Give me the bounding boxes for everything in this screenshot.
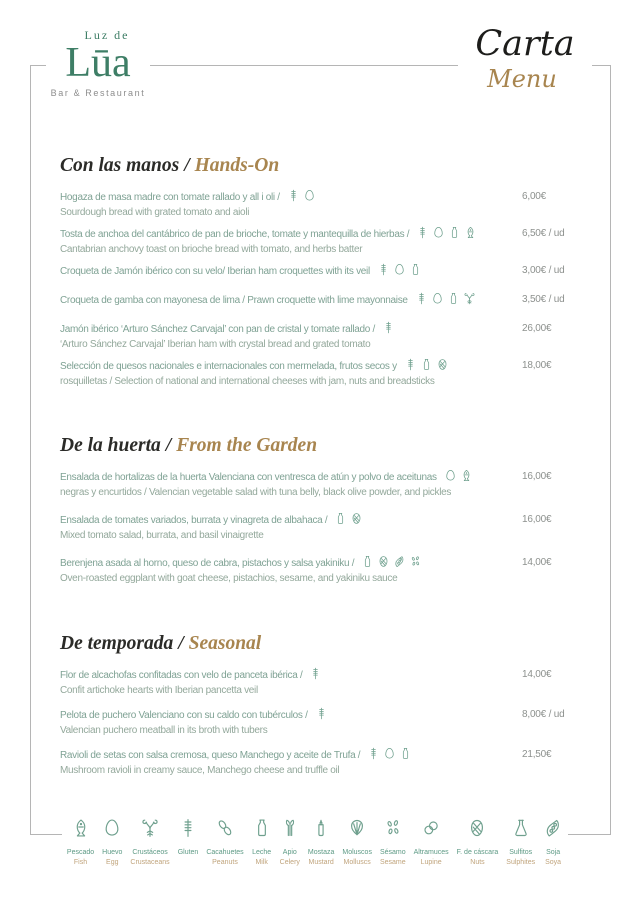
peanuts-icon bbox=[215, 818, 235, 838]
section-title-en: From the Garden bbox=[176, 435, 318, 456]
brand-top: Luz de bbox=[84, 28, 130, 42]
item-name-en: Mushroom ravioli in creamy sauce, Manchego cheese and truffle oil bbox=[60, 765, 340, 776]
item-allergen-icons bbox=[415, 292, 476, 305]
item-name-en: negras y encurtidos / Valencian vegetable salad with tuna belly, black olive powder, and pickles bbox=[60, 487, 452, 498]
item-name-es: Selección de quesos nacionales e internacionales con mermelada, frutos secos y bbox=[60, 361, 397, 372]
section-title bbox=[60, 435, 588, 457]
section-title-es: De la huerta bbox=[60, 435, 161, 456]
milk-icon bbox=[409, 263, 422, 276]
sesame-icon bbox=[383, 818, 403, 838]
crustaceans-icon bbox=[140, 818, 160, 838]
menu-item bbox=[60, 707, 588, 738]
item-name-en: rosquilletas / Selection of national and international cheeses with jam, nuts and breadsticks bbox=[60, 376, 435, 387]
fish-icon bbox=[464, 226, 477, 239]
legend-icon bbox=[280, 825, 300, 842]
nuts-icon bbox=[436, 358, 449, 371]
logo bbox=[46, 26, 150, 104]
legend-icon bbox=[467, 825, 487, 842]
item-name-es: Ravioli de setas con salsa cremosa, queso Manchego y aceite de Trufa / bbox=[60, 750, 361, 761]
section-title bbox=[60, 155, 588, 177]
item-price: 6,50€ / ud bbox=[522, 228, 565, 239]
section-title-en: Seasonal bbox=[188, 633, 262, 654]
legend-label-en: Crustaceans bbox=[130, 859, 170, 866]
gluten-icon bbox=[367, 747, 380, 760]
item-name-es: Ensalada de tomates variados, burrata y vinagreta de albahaca / bbox=[60, 515, 328, 526]
section-title-es: Con las manos bbox=[60, 155, 180, 176]
item-name-en: Mixed tomato salad, burrata, and basil vinaigrette bbox=[60, 530, 264, 541]
title-separator: / bbox=[184, 155, 190, 176]
item-allergen-icons bbox=[287, 189, 316, 202]
item-name-en: Sourdough bread with grated tomato and aioli bbox=[60, 207, 250, 218]
item-name-en: ‘Arturo Sánchez Carvajal’ Iberian ham with crystal bread and grated tomato bbox=[60, 339, 371, 350]
celery-icon bbox=[280, 818, 300, 838]
legend-label-en: Egg bbox=[106, 859, 119, 866]
menu-item bbox=[60, 292, 588, 308]
egg-icon bbox=[444, 469, 457, 482]
milk-icon bbox=[448, 226, 461, 239]
section-from-the-garden bbox=[60, 435, 588, 598]
legend-label-es: Altramuces bbox=[413, 849, 449, 856]
menu-item bbox=[60, 189, 588, 220]
item-name-es: Pelota de puchero Valenciano con su caldo con tubérculos / bbox=[60, 710, 308, 721]
legend-icon bbox=[383, 825, 403, 842]
gluten-icon bbox=[382, 321, 395, 334]
legend-label-es: Apio bbox=[282, 849, 297, 856]
egg-icon bbox=[393, 263, 406, 276]
legend-label-es: Soja bbox=[546, 849, 561, 856]
legend-item-lupine bbox=[410, 818, 453, 867]
item-name-es: Ensalada de hortalizas de la huerta Valenciana con ventresca de atún y polvo de aceitunas bbox=[60, 472, 437, 483]
legend-item-fish bbox=[63, 818, 98, 867]
legend-label-en: Lupine bbox=[420, 859, 442, 866]
item-name-en: Oven-roasted eggplant with goat cheese, pistachios, sesame, and yakiniku sauce bbox=[60, 573, 398, 584]
legend-item-peanuts bbox=[202, 818, 247, 867]
gluten-icon bbox=[377, 263, 390, 276]
legend-icon bbox=[102, 825, 122, 842]
item-name-es: Croqueta de Jamón ibérico con su velo/ Iberian ham croquettes with its veil bbox=[60, 266, 370, 277]
milk-icon bbox=[447, 292, 460, 305]
egg-icon bbox=[432, 226, 445, 239]
section-title-es: De temporada bbox=[60, 633, 174, 654]
gluten-icon bbox=[415, 292, 428, 305]
milk-icon bbox=[252, 818, 272, 838]
menu-item bbox=[60, 321, 588, 352]
legend-icon bbox=[215, 825, 235, 842]
legend-item-gluten bbox=[174, 818, 203, 857]
legend-label-es: Sésamo bbox=[379, 849, 406, 856]
item-name-es: Croqueta de gamba con mayonesa de lima / Prawn croquette with lime mayonnaise bbox=[60, 295, 408, 306]
gluten-icon bbox=[178, 818, 198, 838]
item-price: 8,00€ / ud bbox=[522, 709, 565, 720]
egg-icon bbox=[303, 189, 316, 202]
item-price: 18,00€ bbox=[522, 360, 552, 371]
item-allergen-icons bbox=[444, 469, 473, 482]
menu-item bbox=[60, 226, 588, 257]
legend-label-es: F. de cáscara bbox=[456, 849, 499, 856]
section-title-en: Hands-On bbox=[194, 155, 280, 176]
item-name-es: Jamón ibérico ‘Arturo Sánchez Carvajal’ con pan de cristal y tomate rallado / bbox=[60, 324, 376, 335]
milk-icon bbox=[399, 747, 412, 760]
header-script-subtitle: Menu bbox=[487, 65, 557, 93]
egg-icon bbox=[102, 818, 122, 838]
legend-icon bbox=[178, 825, 198, 842]
item-allergen-icons bbox=[382, 321, 395, 334]
legend-item-egg bbox=[98, 818, 126, 867]
brand-subtitle: Bar & Restaurant bbox=[50, 88, 146, 98]
legend-label-en: Mustard bbox=[308, 859, 334, 866]
menu-item bbox=[60, 358, 588, 389]
item-name-en: Confit artichoke hearts with Iberian pancetta veil bbox=[60, 685, 258, 696]
milk-icon bbox=[420, 358, 433, 371]
legend-label-es: Leche bbox=[252, 849, 272, 856]
item-price: 6,00€ bbox=[522, 191, 547, 202]
gluten-icon bbox=[416, 226, 429, 239]
gluten-icon bbox=[309, 667, 322, 680]
legend-label-es: Gluten bbox=[177, 849, 199, 856]
legend-label-en: Celery bbox=[279, 859, 300, 866]
item-price: 21,50€ bbox=[522, 749, 552, 760]
legend-label-es: Pescado bbox=[66, 849, 95, 856]
soya-icon bbox=[543, 818, 563, 838]
gluten-icon bbox=[287, 189, 300, 202]
legend-label-es: Crustáceos bbox=[132, 849, 168, 856]
legend-icon bbox=[421, 825, 441, 842]
legend-icon bbox=[71, 825, 91, 842]
menu-item bbox=[60, 469, 588, 500]
allergen-legend bbox=[62, 810, 568, 877]
legend-item-celery bbox=[276, 818, 304, 867]
item-allergen-icons bbox=[315, 707, 328, 720]
legend-icon bbox=[511, 825, 531, 842]
milk-icon bbox=[334, 512, 347, 525]
sulphites-icon bbox=[511, 818, 531, 838]
legend-label-en: Sulphites bbox=[506, 859, 536, 866]
item-name-es: Hogaza de masa madre con tomate rallado y all i oli / bbox=[60, 192, 280, 203]
nuts-icon bbox=[467, 818, 487, 838]
legend-label-en: Fish bbox=[73, 859, 88, 866]
legend-icon bbox=[140, 825, 160, 842]
legend-icon bbox=[252, 825, 272, 842]
item-allergen-icons bbox=[377, 263, 422, 276]
item-price: 14,00€ bbox=[522, 669, 552, 680]
legend-item-molluscs bbox=[338, 818, 376, 867]
legend-icon bbox=[543, 825, 563, 842]
menu-item bbox=[60, 667, 588, 698]
legend-label-es: Cacahuetes bbox=[206, 849, 244, 856]
nuts-icon bbox=[350, 512, 363, 525]
menu-item bbox=[60, 512, 588, 543]
legend-item-nuts bbox=[453, 818, 503, 867]
crustaceans-icon bbox=[463, 292, 476, 305]
egg-icon bbox=[431, 292, 444, 305]
item-name-en: Cantabrian anchovy toast on brioche bread with tomato, and herbs batter bbox=[60, 244, 363, 255]
lupine-icon bbox=[421, 818, 441, 838]
item-price: 16,00€ bbox=[522, 514, 552, 525]
sesame-icon bbox=[409, 555, 422, 568]
legend-item-mustard bbox=[304, 818, 338, 867]
legend-item-sesame bbox=[376, 818, 410, 867]
legend-item-milk bbox=[248, 818, 276, 867]
legend-label-es: Moluscos bbox=[342, 849, 372, 856]
section-title bbox=[60, 633, 588, 655]
menu-item bbox=[60, 263, 588, 279]
legend-label-es: Mostaza bbox=[307, 849, 335, 856]
mustard-icon bbox=[311, 818, 331, 838]
brand-name: Lūa bbox=[65, 40, 131, 86]
title-separator: / bbox=[165, 435, 172, 456]
nuts-icon bbox=[377, 555, 390, 568]
molluscs-icon bbox=[347, 818, 367, 838]
gluten-icon bbox=[315, 707, 328, 720]
legend-label-en: Nuts bbox=[470, 859, 485, 866]
menu-item bbox=[60, 747, 588, 778]
legend-icon bbox=[311, 825, 331, 842]
item-price: 3,00€ / ud bbox=[522, 265, 565, 276]
section-seasonal bbox=[60, 633, 588, 787]
item-allergen-icons bbox=[309, 667, 322, 680]
title-separator: / bbox=[178, 633, 184, 654]
fish-icon bbox=[71, 818, 91, 838]
gluten-icon bbox=[404, 358, 417, 371]
legend-label-en: Milk bbox=[255, 859, 268, 866]
legend-label-en: Molluscs bbox=[343, 859, 371, 866]
legend-label-en: Sesame bbox=[379, 859, 406, 866]
menu-item bbox=[60, 555, 588, 586]
egg-icon bbox=[383, 747, 396, 760]
legend-label-en: Soya bbox=[545, 859, 562, 866]
legend-label-en: Peanuts bbox=[212, 859, 238, 866]
item-name-en: Valencian puchero meatball in its broth with tubers bbox=[60, 725, 268, 736]
item-price: 16,00€ bbox=[522, 471, 552, 482]
item-allergen-icons bbox=[361, 555, 422, 568]
item-allergen-icons bbox=[334, 512, 363, 525]
item-allergen-icons bbox=[367, 747, 412, 760]
header-script bbox=[458, 20, 592, 98]
item-allergen-icons bbox=[416, 226, 477, 239]
milk-icon bbox=[361, 555, 374, 568]
legend-label-es: Huevo bbox=[102, 849, 123, 856]
legend-item-crustaceans bbox=[126, 818, 173, 867]
item-price: 14,00€ bbox=[522, 557, 552, 568]
item-name-es: Flor de alcachofas confitadas con velo de panceta ibérica / bbox=[60, 670, 303, 681]
item-price: 26,00€ bbox=[522, 323, 552, 334]
item-name-es: Berenjena asada al horno, queso de cabra, pistachos y salsa yakiniku / bbox=[60, 558, 355, 569]
fish-icon bbox=[460, 469, 473, 482]
header-script-title: Carta bbox=[475, 24, 575, 64]
legend-item-sulphites bbox=[502, 818, 539, 867]
legend-item-soya bbox=[539, 818, 567, 867]
item-price: 3,50€ / ud bbox=[522, 294, 565, 305]
legend-icon bbox=[347, 825, 367, 842]
item-name-es: Tosta de anchoa del cantábrico de pan de brioche, tomate y mantequilla de hierbas / bbox=[60, 229, 410, 240]
soya-icon bbox=[393, 555, 406, 568]
legend-label-es: Sulfitos bbox=[509, 849, 533, 856]
item-allergen-icons bbox=[404, 358, 449, 371]
section-hands-on bbox=[60, 155, 588, 395]
